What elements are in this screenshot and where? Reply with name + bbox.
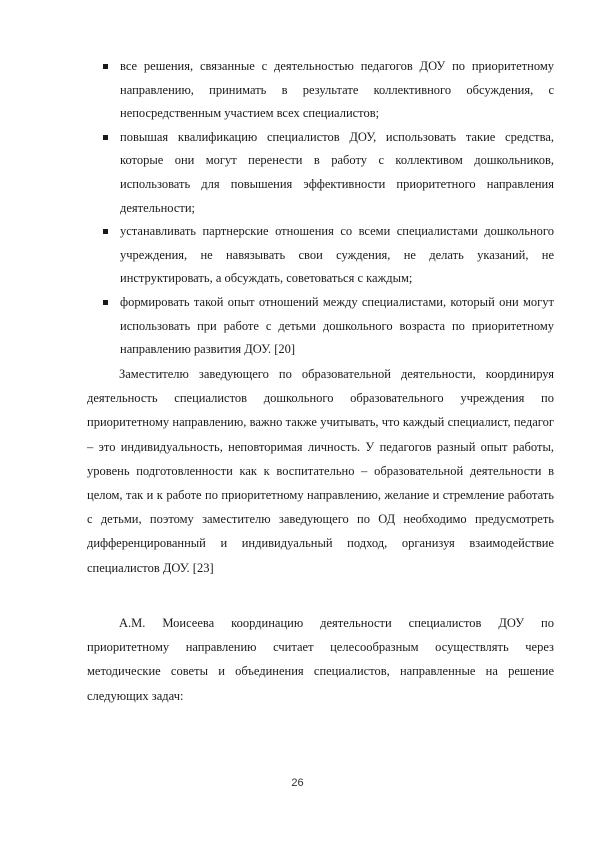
paragraph-coordination: Заместителю заведующего по образовательной деятельности, координируя деятельность специалистов дошкольного образовательного учреждения по приоритетному направлению, важно также учитывать, что каждый специалист, педагог – это индивидуальность, неповторимая личность. У педагогов разный опыт работы, уровень подготовленности как к воспитательно – образовательной деятельности в целом, так и к работе по приоритетному направлению, желание и стремление работать с детьми, поэтому заместителю заведующего по ОД необходимо предусмотреть дифференцированный и индивидуальный подход, организуя взаимодействие специалистов ДОУ. [23] [87,367,554,575]
list-item-text: устанавливать партнерские отношения со всеми специалистами дошкольного учреждения, не навязывать свои суждения, не делать указаний, не инструктировать, а обсуждать, советоваться с каждым; [120,224,554,286]
list-item [103,126,554,220]
list-item [103,220,554,291]
bullet-list [103,55,554,362]
list-item-text: повышая квалификацию специалистов ДОУ, использовать такие средства, которые они могут перенести в работу с коллективом дошкольников, использовать для повышения эффективности приоритетного направления деятельности; [120,129,554,215]
paragraph-moiseeva: А.М. Моисеева координацию деятельности специалистов ДОУ по приоритетному направлению считает целесообразным осуществлять через методические советы и объединения специалистов, направленные на решение следующих задач: [87,616,554,703]
list-item-text: все решения, связанные с деятельностью педагогов ДОУ по приоритетному направлению, принимать в результате коллективного обсуждения, с непосредственным участием всех специалистов; [120,59,554,121]
square-bullet-icon [103,300,108,305]
list-item-text: формировать такой опыт отношений между специалистами, который они могут использовать при работе с детьми дошкольного возраста по приоритетному направлению развития ДОУ. [20] [120,294,554,357]
list-item [103,55,554,126]
square-bullet-icon [103,64,108,69]
square-bullet-icon [103,135,108,140]
square-bullet-icon [103,229,108,234]
list-item [103,291,554,362]
page-number: 26 [291,777,304,789]
